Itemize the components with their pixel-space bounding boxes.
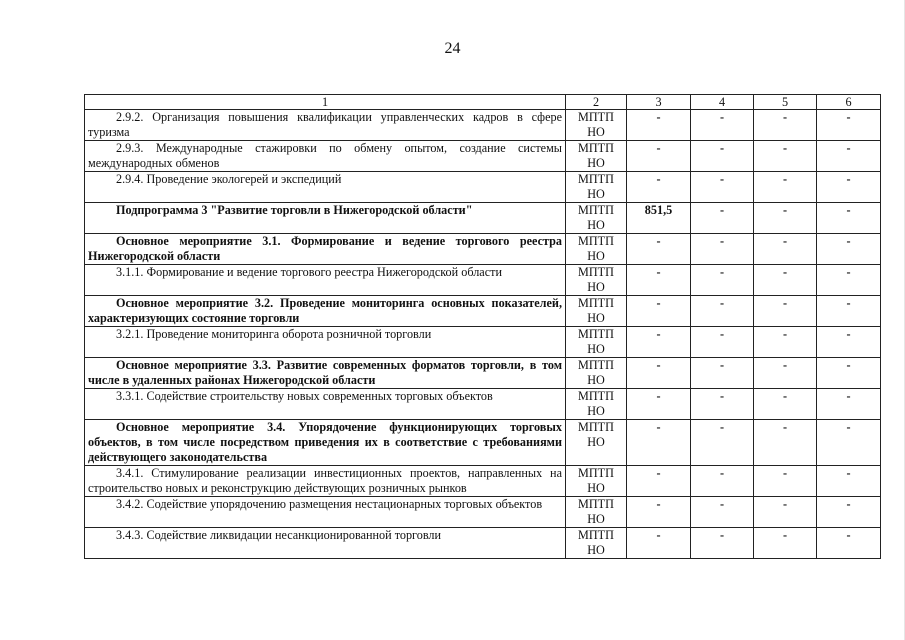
executor-cell: МПТП НО: [566, 389, 627, 420]
activity-name: Подпрограмма 3 "Развитие торговли в Нижегородской области": [116, 203, 473, 217]
value-cell-col-3: -: [627, 296, 691, 327]
header-col-5: 5: [754, 95, 817, 110]
activity-name-cell: [85, 203, 566, 234]
header-col-4: 4: [691, 95, 754, 110]
activity-name-cell: [85, 420, 566, 466]
value-cell-col-5: -: [754, 327, 817, 358]
value-cell-col-5: -: [754, 296, 817, 327]
table-row: [85, 497, 881, 528]
activity-name: 3.4.1. Стимулирование реализации инвестиционных проектов, направленных на строительство новых и реконструкцию действующих розничных рынков: [88, 466, 562, 495]
activity-name: 3.4.3. Содействие ликвидации несанкционированной торговли: [116, 528, 442, 542]
table-row: [85, 296, 881, 327]
activity-name-cell: [85, 327, 566, 358]
value-cell-col-4: -: [691, 528, 754, 559]
activity-name-cell: [85, 497, 566, 528]
value-cell-col-3: -: [627, 389, 691, 420]
activity-name: 3.1.1. Формирование и ведение торгового реестра Нижегородской области: [116, 265, 502, 279]
value-cell-col-4: -: [691, 358, 754, 389]
value-cell-col-6: -: [817, 358, 881, 389]
value-cell-col-5: -: [754, 466, 817, 497]
value-cell-col-3: -: [627, 466, 691, 497]
value-cell-col-3: 851,5: [627, 203, 691, 234]
table-row: [85, 528, 881, 559]
executor-cell: МПТП НО: [566, 172, 627, 203]
value-cell-col-6: -: [817, 141, 881, 172]
value-cell-col-5: -: [754, 110, 817, 141]
activity-name-cell: [85, 528, 566, 559]
header-col-3: 3: [627, 95, 691, 110]
executor-cell: МПТП НО: [566, 420, 627, 466]
activity-name: Основное мероприятие 3.2. Проведение мониторинга основных показателей, характеризующих состояние торговли: [88, 296, 562, 325]
value-cell-col-4: -: [691, 327, 754, 358]
value-cell-col-4: -: [691, 296, 754, 327]
value-cell-col-3: -: [627, 265, 691, 296]
activity-name-cell: [85, 110, 566, 141]
table-row: [85, 358, 881, 389]
executor-cell: МПТП НО: [566, 528, 627, 559]
value-cell-col-6: -: [817, 420, 881, 466]
page-number: 24: [444, 40, 461, 57]
executor-cell: МПТП НО: [566, 466, 627, 497]
executor-cell: МПТП НО: [566, 497, 627, 528]
activity-name-cell: [85, 466, 566, 497]
value-cell-col-4: -: [691, 420, 754, 466]
activity-name: Основное мероприятие 3.1. Формирование и ведение торгового реестра Нижегородской области: [88, 234, 562, 263]
value-cell-col-3: -: [627, 420, 691, 466]
activity-name: 3.3.1. Содействие строительству новых современных торговых объектов: [116, 389, 493, 403]
value-cell-col-4: -: [691, 497, 754, 528]
activity-name-cell: [85, 234, 566, 265]
value-cell-col-6: -: [817, 110, 881, 141]
value-cell-col-3: -: [627, 358, 691, 389]
value-cell-col-3: -: [627, 141, 691, 172]
value-cell-col-5: -: [754, 141, 817, 172]
value-cell-col-3: -: [627, 234, 691, 265]
activity-name-cell: [85, 141, 566, 172]
value-cell-col-4: -: [691, 234, 754, 265]
value-cell-col-6: -: [817, 203, 881, 234]
executor-cell: МПТП НО: [566, 327, 627, 358]
value-cell-col-5: -: [754, 528, 817, 559]
value-cell-col-3: -: [627, 327, 691, 358]
activity-name: 3.2.1. Проведение мониторинга оборота розничной торговли: [116, 327, 432, 341]
activity-name-cell: [85, 358, 566, 389]
activity-name: 2.9.4. Проведение экологерей и экспедиций: [116, 172, 342, 186]
value-cell-col-5: -: [754, 420, 817, 466]
value-cell-col-6: -: [817, 327, 881, 358]
value-cell-col-4: -: [691, 389, 754, 420]
value-cell-col-4: -: [691, 141, 754, 172]
executor-cell: МПТП НО: [566, 203, 627, 234]
value-cell-col-6: -: [817, 172, 881, 203]
table-row: [85, 234, 881, 265]
activity-name: Основное мероприятие 3.4. Упорядочение функционирующих торговых объектов, в том числе посредством приведения их в соответствие с требованиями действующего законодательства: [88, 420, 562, 464]
value-cell-col-5: -: [754, 234, 817, 265]
value-cell-col-5: -: [754, 203, 817, 234]
value-cell-col-3: -: [627, 528, 691, 559]
value-cell-col-6: -: [817, 389, 881, 420]
table-row: [85, 110, 881, 141]
value-cell-col-5: -: [754, 358, 817, 389]
value-cell-col-5: -: [754, 265, 817, 296]
executor-cell: МПТП НО: [566, 110, 627, 141]
activity-name: 2.9.3. Международные стажировки по обмену опытом, создание системы международных обменов: [88, 141, 562, 170]
executor-cell: МПТП НО: [566, 265, 627, 296]
table-row: [85, 203, 881, 234]
table-row: [85, 265, 881, 296]
activity-name-cell: [85, 172, 566, 203]
value-cell-col-6: -: [817, 265, 881, 296]
table-row: [85, 420, 881, 466]
table-row: [85, 327, 881, 358]
value-cell-col-6: -: [817, 296, 881, 327]
header-row: [85, 95, 881, 110]
activity-name: 2.9.2. Организация повышения квалификации управленческих кадров в сфере туризма: [88, 110, 562, 139]
activity-name: Основное мероприятие 3.3. Развитие современных форматов торговли, в том числе в удаленных районах Нижегородской области: [88, 358, 562, 387]
executor-cell: МПТП НО: [566, 234, 627, 265]
value-cell-col-5: -: [754, 172, 817, 203]
activity-name-cell: [85, 389, 566, 420]
table-row: [85, 466, 881, 497]
executor-cell: МПТП НО: [566, 296, 627, 327]
value-cell-col-6: -: [817, 528, 881, 559]
executor-cell: МПТП НО: [566, 141, 627, 172]
header-col-2: 2: [566, 95, 627, 110]
value-cell-col-3: -: [627, 172, 691, 203]
value-cell-col-3: -: [627, 110, 691, 141]
value-cell-col-4: -: [691, 466, 754, 497]
activities-table: [84, 94, 881, 559]
value-cell-col-5: -: [754, 389, 817, 420]
activity-name: 3.4.2. Содействие упорядочению размещения нестационарных торговых объектов: [116, 497, 543, 511]
table-row: [85, 389, 881, 420]
activity-name-cell: [85, 265, 566, 296]
value-cell-col-4: -: [691, 265, 754, 296]
table-row: [85, 172, 881, 203]
value-cell-col-6: -: [817, 234, 881, 265]
table-row: [85, 141, 881, 172]
table-body: [85, 95, 881, 559]
value-cell-col-4: -: [691, 203, 754, 234]
value-cell-col-4: -: [691, 110, 754, 141]
header-col-6: 6: [817, 95, 881, 110]
value-cell-col-4: -: [691, 172, 754, 203]
header-col-1: 1: [85, 95, 566, 110]
value-cell-col-5: -: [754, 497, 817, 528]
value-cell-col-6: -: [817, 497, 881, 528]
activity-name-cell: [85, 296, 566, 327]
value-cell-col-3: -: [627, 497, 691, 528]
executor-cell: МПТП НО: [566, 358, 627, 389]
value-cell-col-6: -: [817, 466, 881, 497]
